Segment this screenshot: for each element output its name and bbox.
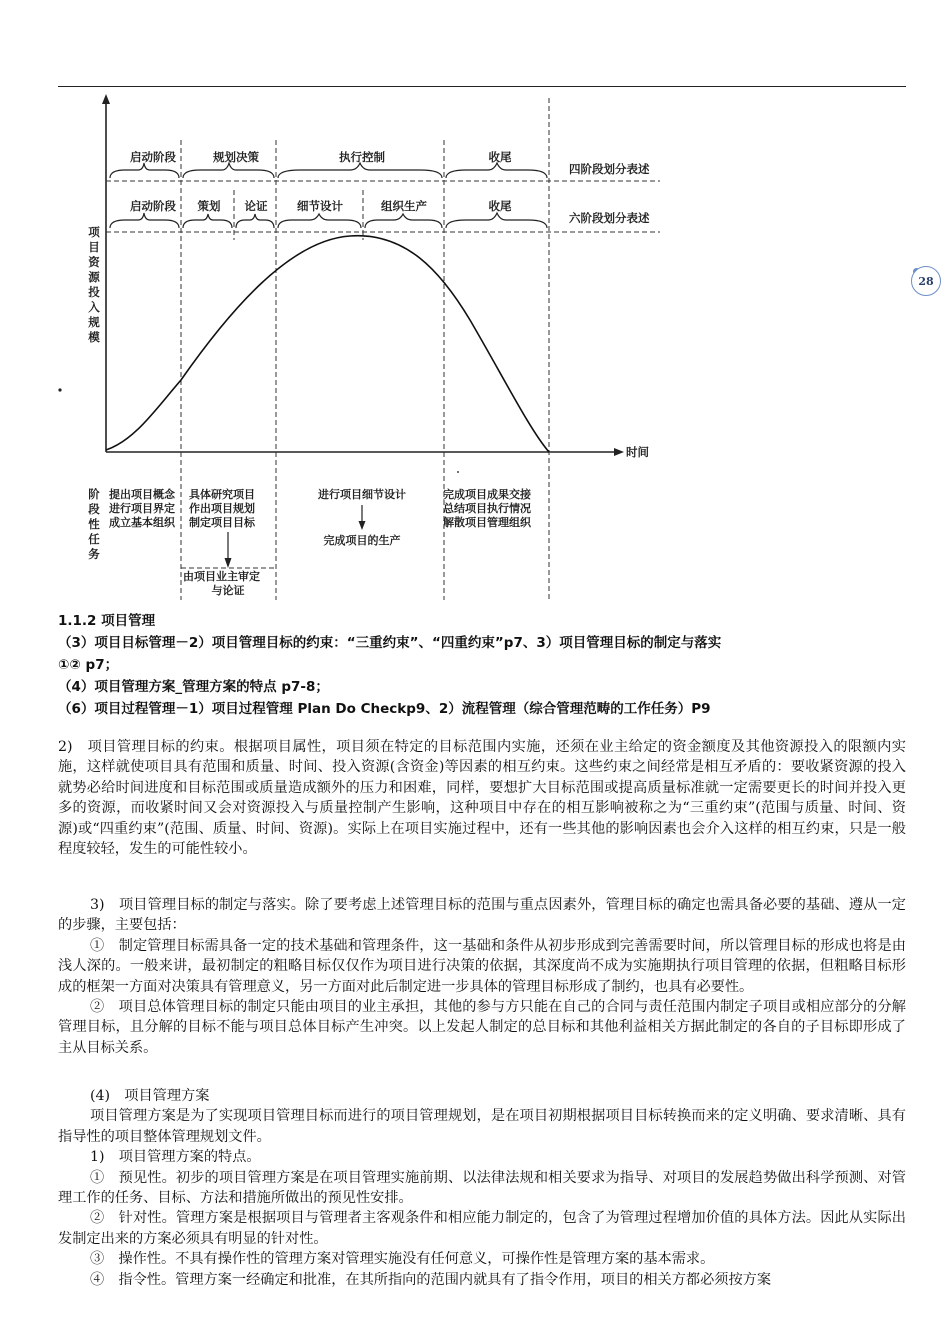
para-2: 3) 项目管理目标的制定与落实。除了要考虑上述管理目标的范围与重点因素外，管理目标的确定也需具备必要的基础、遵从一定的步骤，主要包括：	[58, 897, 906, 934]
sub-phase-3: 论证	[244, 199, 268, 213]
sub-phase-1: 启动阶段	[130, 199, 176, 213]
para-9: ③ 操作性。不具有操作性的管理方案对管理实施没有任何意义，可操作性是管理方案的基本需求。	[90, 1251, 715, 1268]
task-col2-result2: 与论证	[211, 584, 245, 597]
task-label: 阶段性任务	[88, 487, 100, 561]
para-5: 项目管理方案是为了实现项目管理目标而进行的项目管理规划，是在项目初期根据项目目标转换而来的定义明确、要求清晰、具有指导性的项目整体管理规划文件。	[58, 1108, 906, 1145]
paragraph-management-plan	[58, 1086, 906, 1290]
heading-4: (4) 项目管理方案	[90, 1088, 210, 1104]
top-phase-1: 启动阶段	[130, 150, 176, 164]
project-lifecycle-figure	[0, 0, 950, 610]
top-phase-4: 收尾	[488, 150, 512, 164]
sub-phase-4: 细节设计	[297, 199, 343, 213]
para-4: ② 项目总体管理目标的制定只能由项目的业主承担，其他的参与方只能在自己的合同与责任范围内制定子项目或相应部分的分解管理目标，且分解的目标不能与项目总体目标产生冲突。以上发起人制定的总目标和其他利益相关方据此制定的各自的子目标即形成了主从目标关系。	[58, 999, 906, 1056]
sub-phase-5: 组织生产	[381, 199, 427, 213]
outline-block	[58, 610, 908, 720]
task-col1-line1: 提出项目概念	[109, 488, 175, 501]
outline-line2: （4）项目管理方案_管理方案的特点 p7-8；	[58, 679, 329, 695]
para-1: 2) 项目管理目标的约束。根据项目属性，项目须在特定的目标范围内实施，还须在业主给定的资金额度及其他资源投入的限额内实施，这样就使项目具有范围和质量、时间、投入资源(含资金)等因素的相互约束。这些约束之间经常是相互矛盾的：要收紧资源的投入就势必给时间进度和目标范围或质量造成额外的压力和困难，同样，要想扩大目标范围或提高质量标准就一定需要更长的时间并投入更多的资源，而收紧时间又会对资源投入与质量控制产生影响，这种项目中存在的相互影响被称之为“三重约束”(范围与质量、时间、资源)或“四重约束”(范围、质量、时间、资源)。实际上在项目实施过程中，还有一些其他的影响因素也会介入这样的相互约束，只是一般程度较轻，发生的可能性较小。	[58, 739, 906, 858]
sub-phase-2: 策划	[197, 199, 221, 213]
task-col3-top: 进行项目细节设计	[318, 488, 406, 501]
outline-line1b: ①② p7；	[58, 657, 119, 673]
outline-line3: （6）项目过程管理－1）项目过程管理 Plan Do Checkp9、2）流程管理（综合管理范畴的工作任务）P9	[58, 701, 711, 717]
task-col1-line3: 成立基本组织	[109, 516, 175, 529]
section-heading: 1.1.2 项目管理	[58, 613, 156, 629]
para-6: 1) 项目管理方案的特点。	[90, 1149, 261, 1166]
top-caption: 四阶段划分表述	[569, 162, 650, 176]
page-number-badge: 28	[911, 266, 941, 296]
sub-phase-6: 收尾	[488, 199, 512, 213]
task-col2-line2: 作出项目规划	[189, 502, 255, 515]
task-col2-line3: 制定项目目标	[189, 516, 255, 529]
paragraph-goal-setting	[58, 895, 906, 1058]
top-phase-3: 执行控制	[339, 150, 385, 164]
task-col2-result1: 由项目业主审定	[183, 570, 260, 583]
outline-line1: （3）项目目标管理－2）项目管理目标的约束：“三重约束”、“四重约束”p7、3）项目管理目标的制定与落实	[58, 635, 722, 651]
para-3: ① 制定管理目标需具备一定的技术基础和管理条件，这一基础和条件从初步形成到完善需要时间，所以管理目标的形成也将是由浅人深的。一般来讲，最初制定的粗略目标仅仅作为项目进行决策的依据，其深度尚不成为实施期执行项目管理的依据，但粗略目标形成的框架一方面对决策具有管理意义，另一方面对此后制定进一步具体的管理目标形成了制约，也具有必要性。	[58, 937, 906, 995]
task-col4-line2: 总结项目执行情况	[443, 502, 531, 515]
para-7: ① 预见性。初步的项目管理方案是在项目管理实施前期、以法律法规和相关要求为指导、对项目的发展趋势做出科学预测、对管理工作的任务、目标、方法和措施所做出的预见性安排。	[58, 1169, 906, 1207]
para-8: ② 针对性。管理方案是根据项目与管理者主客观条件和相应能力制定的，包含了为管理过程增加价值的具体方法。因此从实际出发制定出来的方案必须具有明显的针对性。	[58, 1210, 906, 1247]
paragraph-constraints	[58, 737, 906, 859]
task-col4-line3: 解散项目管理组织	[443, 516, 531, 529]
sub-caption: 六阶段划分表述	[569, 211, 650, 225]
top-phase-2: 规划决策	[213, 150, 259, 164]
task-col3-bottom: 完成项目的生产	[323, 534, 401, 547]
x-axis-label: 时间	[626, 445, 649, 459]
task-col2-line1: 具体研究项目	[189, 488, 255, 501]
task-col4-line1: 完成项目成果交接	[443, 488, 531, 501]
y-axis-label: 项目资源投入规模	[88, 225, 100, 344]
resource-curve	[106, 236, 549, 452]
para-10: ④ 指令性。管理方案一经确定和批准，在其所指向的范围内就具有了指令作用，项目的相关方都必须按方案	[90, 1271, 772, 1288]
task-col1-line2: 进行项目界定	[109, 502, 175, 515]
